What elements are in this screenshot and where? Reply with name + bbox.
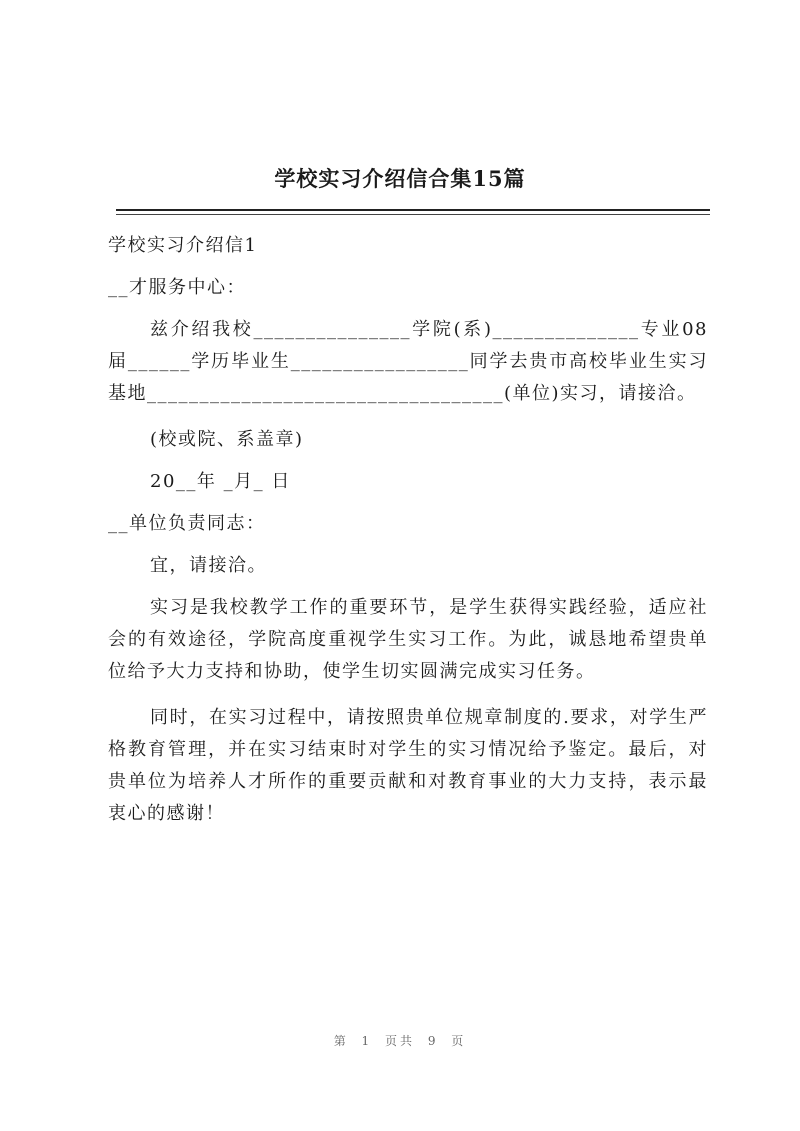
paragraph-request: 同时，在实习过程中，请按照贵单位规章制度的.要求，对学生严格教育管理，并在实习结束时对学生的实习情况给予鉴定。最后，对贵单位为培养人才所作的重要贡献和对教育事业的大力支持，表示最衷心的感谢！ [108, 707, 708, 824]
title-divider-thin [116, 214, 710, 215]
title-divider [116, 209, 710, 211]
paragraph-importance: 实习是我校教学工作的重要环节，是学生获得实践经验，适应社会的有效途径，学院高度重视学生实习工作。为此，诚恳地希望贵单位给予大力支持和协助，使学生切实圆满完成实习任务。 [108, 597, 708, 682]
page-indicator: 第 1 页共 9 页 [333, 1034, 467, 1048]
recipient: __单位负责同志： [108, 513, 266, 534]
paragraph-intro: 兹介绍我校_______________学院(系)______________专业08届______学历毕业生_________________同学去贵市高校毕业生实习基地__________________________________(单位)实习，请接洽。 [108, 319, 708, 404]
date-line: 20__年 _月_ 日 [150, 471, 291, 492]
salutation: __才服务中心： [108, 277, 246, 298]
page-title: 学校实习介绍信合集15篇 [274, 166, 526, 191]
greeting: 宜，请接洽。 [150, 555, 267, 576]
section-heading: 学校实习介绍信1 [108, 235, 258, 256]
document-body [108, 230, 708, 844]
stamp-note: (校或院、系盖章) [150, 429, 304, 450]
